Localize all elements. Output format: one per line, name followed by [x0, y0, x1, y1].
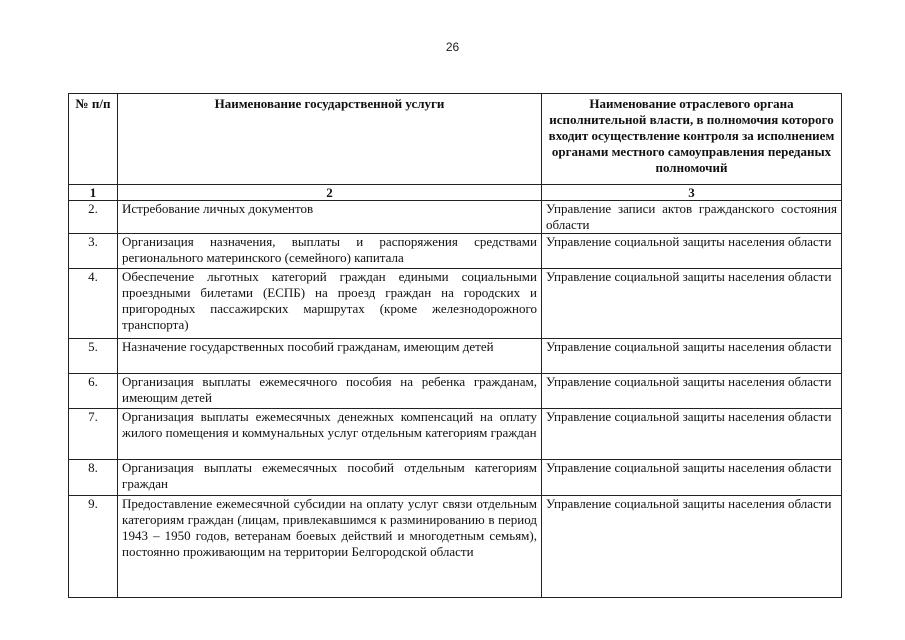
row-service: Истребование личных документов [118, 201, 542, 234]
row-authority: Управление социальной защиты населения области [542, 496, 842, 598]
row-service: Организация назначения, выплаты и распоряжения средствами регионального материнского (семейного) капитала [118, 234, 542, 269]
row-service: Назначение государственных пособий гражданам, имеющим детей [118, 339, 542, 374]
row-service: Организация выплаты ежемесячных денежных компенсаций на оплату жилого помещения и коммунальных услуг отдельным категориям граждан [118, 409, 542, 460]
table-row [69, 201, 842, 234]
table-row [69, 339, 842, 374]
table-row [69, 409, 842, 460]
row-number: 7. [69, 409, 118, 460]
table-row [69, 460, 842, 496]
row-number: 2. [69, 201, 118, 234]
table-row [69, 234, 842, 269]
row-number: 9. [69, 496, 118, 598]
row-service: Организация выплаты ежемесячного пособия на ребенка гражданам, имеющим детей [118, 374, 542, 409]
row-authority: Управление социальной защиты населения области [542, 269, 842, 339]
row-number: 3. [69, 234, 118, 269]
row-authority: Управление социальной защиты населения области [542, 409, 842, 460]
column-number: 2 [118, 185, 542, 201]
row-number: 8. [69, 460, 118, 496]
row-service: Организация выплаты ежемесячных пособий отдельным категориям граждан [118, 460, 542, 496]
row-authority: Управление социальной защиты населения области [542, 374, 842, 409]
header-authority: Наименование отраслевого органа исполнительной власти, в полномочия которого входит осуществление контроля за исполнением органами местного самоуправления переданых полномочий [542, 94, 842, 185]
table-row [69, 269, 842, 339]
table-row [69, 496, 842, 598]
row-service: Обеспечение льготных категорий граждан едиными социальными проездными билетами (ЕСПБ) на проезд граждан на городских и пригородных пассажирских маршрутах (кроме железнодорожного транспорта) [118, 269, 542, 339]
row-number: 4. [69, 269, 118, 339]
page-number: 26 [445, 40, 460, 54]
row-authority: Управление социальной защиты населения области [542, 234, 842, 269]
table-header-row [69, 94, 842, 185]
row-number: 6. [69, 374, 118, 409]
row-authority: Управление социальной защиты населения области [542, 339, 842, 374]
column-number: 3 [542, 185, 842, 201]
row-authority: Управление социальной защиты населения области [542, 460, 842, 496]
table-row [69, 374, 842, 409]
header-number: № п/п [69, 94, 118, 185]
column-number: 1 [69, 185, 118, 201]
services-table [68, 93, 842, 598]
row-authority: Управление записи актов гражданского состояния области [542, 201, 842, 234]
row-service: Предоставление ежемесячной субсидии на оплату услуг связи отдельным категориям граждан (лицам, привлекавшимся к разминированию в период 1943 – 1950 годов, ветеранам боевых действий и многодетным семьям), постоянно проживающим на территории Белгородской области [118, 496, 542, 598]
header-service: Наименование государственной услуги [118, 94, 542, 185]
column-number-row [69, 185, 842, 201]
row-number: 5. [69, 339, 118, 374]
